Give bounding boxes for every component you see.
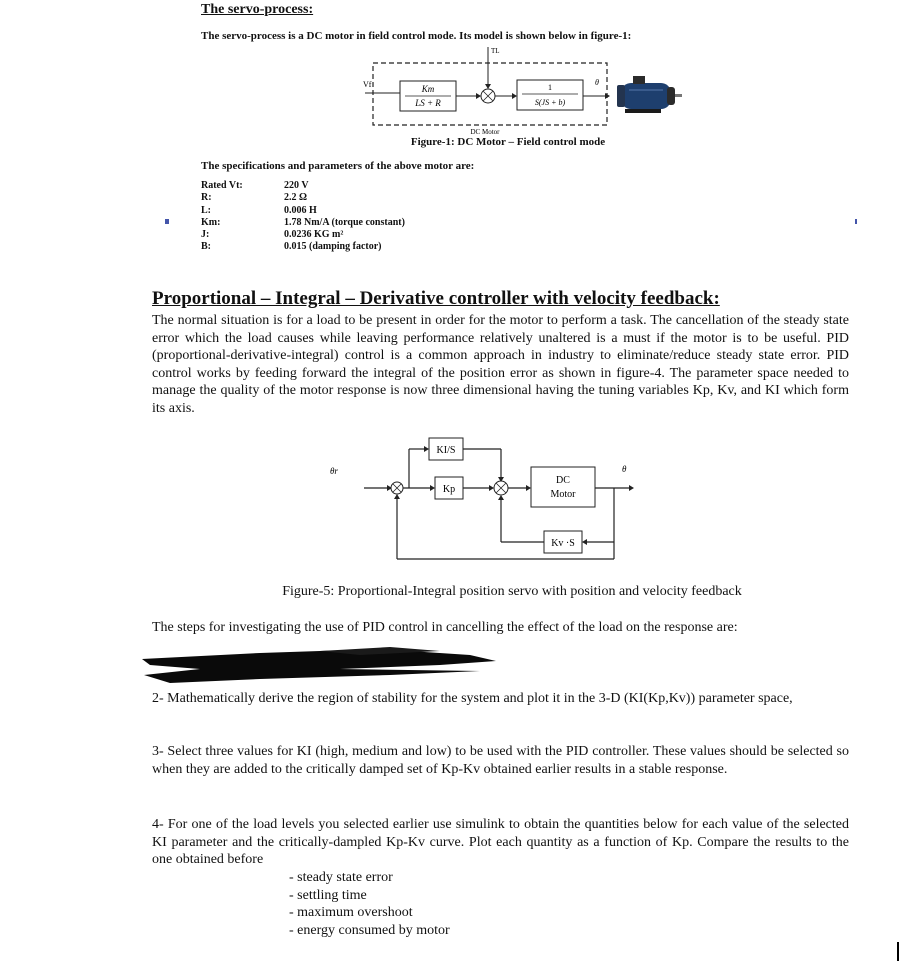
- fig1-block2-den: S(JS + b): [534, 98, 566, 107]
- fig5-output-label: θ: [622, 464, 627, 474]
- list-item: - energy consumed by motor: [289, 922, 450, 938]
- fig5-dc-motor-block: [531, 467, 595, 507]
- figure1-diagram: [363, 45, 683, 137]
- step-3: 3- Select three values for KI (high, medium and low) to be used with the PID controller. These values should be selected so when they are added to the critically damped set of Kp-Kv obtained earlier results in a stable response.: [152, 744, 849, 777]
- spec-key: Rated Vt:: [201, 180, 243, 191]
- spec-key: J:: [201, 229, 210, 241]
- spec-row: [201, 229, 405, 241]
- fig1-block1-num: Km: [421, 84, 435, 94]
- servo-intro-text: The servo-process is a DC motor in field control mode. Its model is shown below in figure-1:: [201, 30, 632, 42]
- spec-key: R:: [201, 192, 212, 204]
- page-marker-right: [855, 219, 857, 224]
- fig5-kp-label: Kp: [442, 484, 456, 495]
- dc-motor-image: [617, 76, 682, 113]
- fig5-kv-label: Kv ·S: [551, 538, 575, 549]
- figure1-caption: Figure-1: DC Motor – Field control mode: [410, 136, 606, 148]
- spec-key: Km:: [201, 216, 221, 228]
- fig1-block2-num: 1: [548, 83, 552, 92]
- step-4: 4- For one of the load levels you selected earlier use simulink to obtain the quantities below for each value of the selected KI parameter and the critically-dampled Kp-Kv curve. Plot each quantity as a function of Kp. Compare the results to the one obtained before: [152, 817, 849, 868]
- spec-key: L:: [201, 204, 211, 216]
- spec-row: [201, 205, 405, 217]
- fig5-motor-line2: Motor: [550, 489, 576, 500]
- spec-value: 220 V: [284, 180, 309, 191]
- section-title-pid: Proportional – Integral – Derivative controller with velocity feedback:: [152, 288, 720, 309]
- list-item: - maximum overshoot: [289, 905, 413, 921]
- section-title-servo-process: The servo-process:: [201, 2, 314, 17]
- spec-value: 2.2 Ω: [284, 192, 308, 204]
- spec-row: [201, 180, 405, 192]
- specs-table: [201, 180, 405, 254]
- fig5-input-label: θr: [330, 466, 338, 476]
- fig1-box-label: DC Motor: [470, 128, 500, 136]
- spec-row: [201, 241, 405, 253]
- spec-value: 0.006 H: [284, 204, 317, 216]
- list-item: - settling time: [289, 887, 367, 903]
- spec-row: [201, 192, 405, 204]
- step-2: 2- Mathematically derive the region of stability for the system and plot it in the 3-D (KI(Kp,Kv)) parameter space,: [152, 691, 793, 706]
- fig1-output-label: θ: [595, 78, 599, 87]
- page-marker-left: [165, 219, 169, 224]
- fig1-input-label: Vf: [363, 80, 372, 89]
- fig1-block1-den: LS + R: [415, 98, 441, 108]
- spec-key: B:: [201, 241, 211, 253]
- fig5-motor-line1: DC: [556, 475, 570, 486]
- pid-paragraph: The normal situation is for a load to be present in order for the motor to perform a task. The cancellation of the steady state error which the load causes while leaving performance relatively unaltered is a must if the motor is to be useful. PID (proportional-derivative-integral) control is a common approach in industry to eliminate/reduce steady state error. PID control works by feeding forward the integral of the position error as shown in figure-4. The parameter space needed to manage the quality of the motor response is now three dimensional having the tuning variables Kp, Kv, and KI which form its axis.: [152, 313, 849, 416]
- page-edge-mark: [897, 942, 899, 961]
- quantities-list: [289, 869, 450, 939]
- steps-intro: The steps for investigating the use of PID control in cancelling the effect of the load on the response are:: [152, 620, 738, 635]
- spec-value: 1.78 Nm/A (torque constant): [284, 216, 405, 228]
- fig5-ki-label: KI/S: [436, 445, 456, 456]
- spec-row: [201, 217, 405, 229]
- fig1-disturbance-label: TL: [491, 47, 500, 55]
- figure5-caption: Figure-5: Proportional-Integral position servo with position and velocity feedback: [282, 584, 742, 599]
- figure5-diagram: [330, 436, 654, 562]
- list-item: - steady state error: [289, 870, 393, 885]
- spec-value: 0.0236 KG m²: [284, 229, 344, 241]
- redaction-scribble: [140, 645, 500, 687]
- spec-value: 0.015 (damping factor): [284, 241, 382, 253]
- specs-intro: The specifications and parameters of the above motor are:: [201, 160, 475, 172]
